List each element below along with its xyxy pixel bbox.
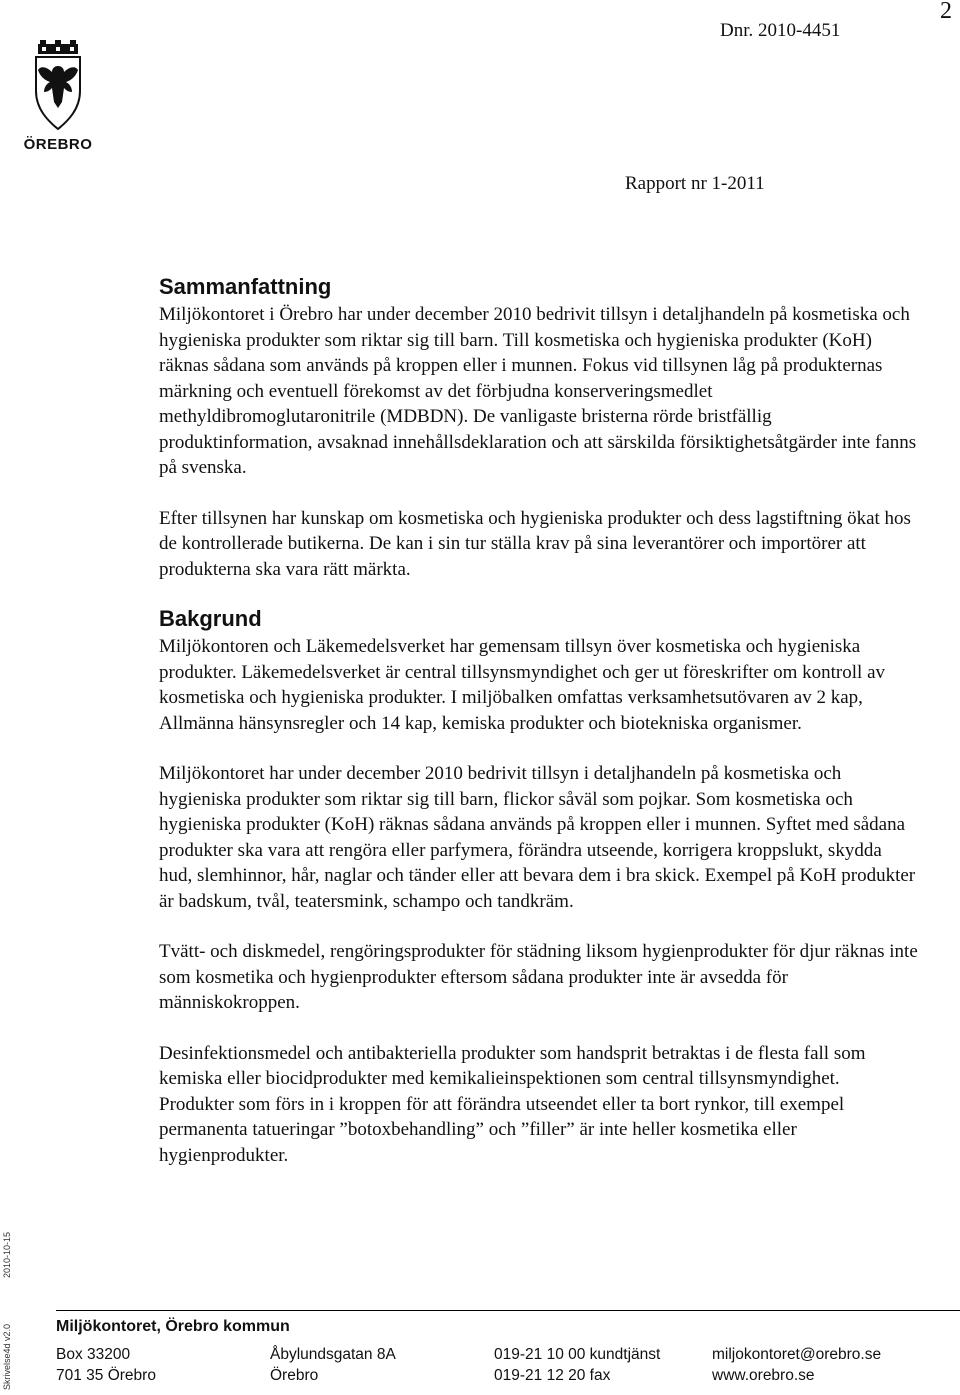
footer-postal-address: 701 35 Örebro [56, 1367, 156, 1384]
background-paragraph-2: Miljökontoret har under december 2010 bedrivit tillsyn i detaljhandeln på kosmetiska och hygieniska produkter som riktar sig till barn, flickor såväl som pojkar. Som kosmetiska och hygieniska produkter (KoH) räknas sådana används på kroppen eller i munnen. Syftet med sådana produkter ska vara att rengöra eller parfymera, förändra utseende, korrigera kroppslukt, skydda hud, slemhinnor, hår, naglar och tänder eller att bevara dem i bra skick. Exempel på KoH produkter är badskum, tvål, teatersmink, schampo och tandkräm. [159, 763, 916, 912]
footer-website-link[interactable]: www.orebro.se [712, 1367, 815, 1384]
footer-postbox: Box 33200 [56, 1346, 131, 1363]
footer-street: Åbylundsgatan 8A [270, 1346, 396, 1363]
footer-phone: 019-21 10 00 kundtjänst [494, 1346, 661, 1363]
document-body [159, 272, 919, 1168]
page-number: 2 [940, 0, 952, 24]
margin-template-version: Skrivelse4d v2.0 [2, 1323, 12, 1390]
footer-row-2 [56, 1367, 960, 1388]
background-paragraph-1: Miljökontoren och Läkemedelsverket har gemensam tillsyn över kosmetiska och hygieniska produkter. Läkemedelsverket är central tillsynsmyndighet och ger ut föreskrifter om kontroll av kosmetiska och hygieniska produkter. I miljöbalken omfattas verksamhetsutövaren av 2 kap, Allmänna hänsynsregler och 14 kap, kemiska produkter och biotekniska organismer. [159, 636, 885, 734]
summary-paragraph-1: Miljökontoret i Örebro har under december 2010 bedrivit tillsyn i detaljhandeln på kosmetiska och hygieniska produkter som riktar sig till barn. Till kosmetiska och hygieniska produkter (KoH) räknas sådana som används på kroppen eller i munnen. Fokus vid tillsynen låg på produkternas märkning och eventuell förekomst av det förbjudna konserveringsmedlet methyldibromoglutaronitrile (MDBDN). De vanligaste bristerna rörde bristfällig produktinformation, avsaknad innehållsdeklaration och att särskilda försiktighetsåtgärder inte fanns på svenska. [159, 304, 917, 478]
footer-row-1 [56, 1346, 960, 1367]
footer-email-link[interactable]: miljokontoret@orebro.se [712, 1346, 882, 1363]
summary-paragraph-2: Efter tillsynen har kunskap om kosmetiska och hygieniska produkter och dess lagstiftning ökat hos de kontrollerade butikerna. De kan i sin tur ställa krav på sina leverantörer och importörer att produkterna ska vara rätt märkta. [159, 507, 911, 580]
diary-number: Dnr. 2010-4451 [720, 20, 841, 41]
orebro-coat-of-arms-icon [22, 40, 94, 132]
background-paragraph-4: Desinfektionsmedel och antibakteriella produkter som handsprit betraktas i de flesta fall som kemiska eller biocidprodukter med kemikalieinspektionen som central tillsynsmyndighet. Produkter som förs in i kroppen för att förändra utseendet eller ta bort rynkor, till exempel permanenta tatueringar ”botoxbehandling” och ”filler” är inte heller kosmetika eller hygienprodukter. [159, 1042, 866, 1166]
footer [56, 1318, 960, 1388]
background-paragraph-3: Tvätt- och diskmedel, rengöringsprodukter för städning liksom hygienprodukter för djur räknas inte som kosmetika och hygienprodukter eftersom sådana produkter inte är avsedda för människokroppen. [159, 941, 918, 1013]
footer-divider [56, 1310, 960, 1311]
report-number: Rapport nr 1-2011 [625, 173, 765, 194]
background-heading: Bakgrund [159, 606, 262, 631]
logo-text: ÖREBRO [23, 136, 93, 153]
footer-organization: Miljökontoret, Örebro kommun [56, 1318, 290, 1335]
orebro-logo [22, 40, 94, 153]
footer-city: Örebro [270, 1367, 319, 1384]
summary-heading: Sammanfattning [159, 274, 332, 299]
footer-fax: 019-21 12 20 fax [494, 1367, 611, 1384]
margin-date: 2010-10-15 [2, 1231, 12, 1278]
